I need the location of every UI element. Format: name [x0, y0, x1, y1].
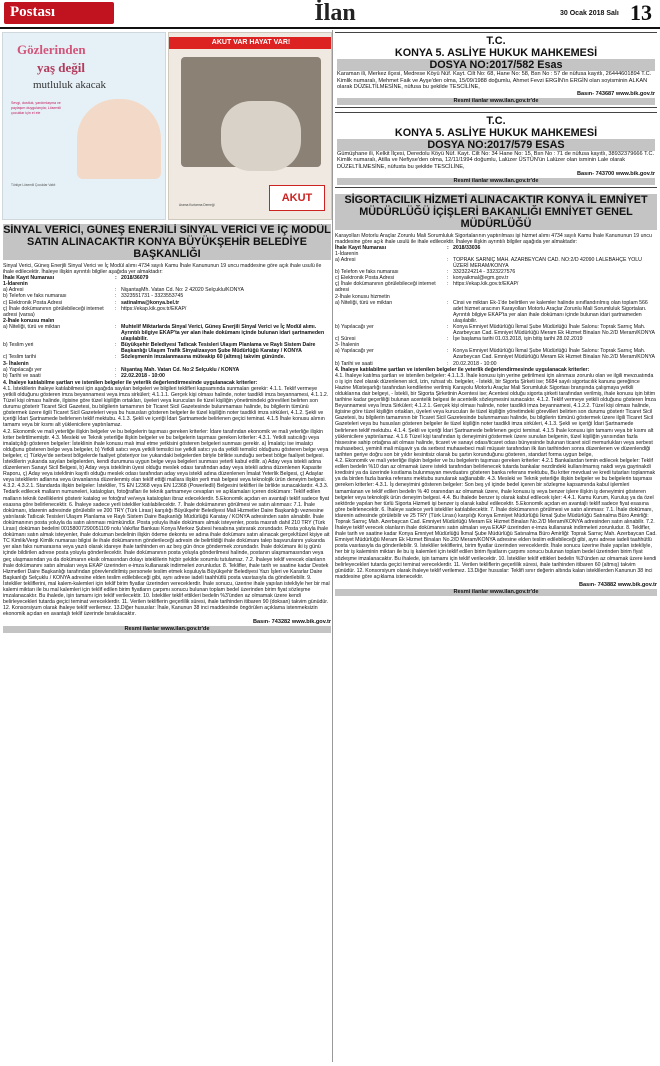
insurance-konu-rows: a) Niteliği, türü ve miktarı : Cinsi ve miktarı Ek-1'de belirtilen ve kalemler halinde sınıflandırılmış olan toplam 566 adet hizmet aracının Karayolları Motorlu Araçlar Zorunlu Mali Sorumluluk Sigortaları. Ayrıntılı bilgiye EKAP'ta yer alan ihale dokümanı içinde bulunan idari şartnameden ulaşılabilir. b) Yapılacağı yer : Konya Emniyet Müdürlüğü İkmal Şube Müdürlüğü İhale Salonu: Toprak Sarnıç Mah. Azarbeycan Cad. Emniyet Müdürlüğü Meram Ek Hizmet Binaları No.2/D Meram/KONYA c) Süresi : İşe başlama tarihi 01.03.2018, işin bitiş tarihi 28.02.2019: [335, 299, 655, 343]
signal-tender-notice: [3, 224, 331, 1062]
case2-tc: T.C.: [486, 114, 506, 127]
case2-resmi: Resmi ilanlar www.ilan.gov.tr'de: [337, 178, 655, 185]
insurance-konu-heading: 2-İhale konusu hizmetin: [335, 293, 390, 300]
case2-court: KONYA 5. ASLİYE HUKUK MAHKEMESİ: [394, 126, 598, 139]
idare-rows: a) Adresi : NişantaşMh. Vatan Cd. No: 2 42020 Selçuklu/KONYA b) Telefon ve faks numarası : 3323551731 - 3323553745 c) Elektronik Posta Adresi : satinalma@konya.bel.tr ç) İhale dokümanının görülebileceği internet adresi (varsa) : https://ekap.kik.gov.tr/EKAP/: [3, 287, 244, 318]
case1-tc: T.C.: [486, 35, 506, 47]
column-divider: [332, 30, 333, 1062]
leukemia-charity-ad: [2, 32, 166, 220]
right-column: [335, 32, 657, 1062]
ihale-heading: 3- İhalenin: [3, 360, 29, 367]
insurance-title: SİGORTACILIK HİZMETİ ALINACAKTIR KONYA İL EMNİYET MÜDÜRLÜĞÜ İÇİŞLERİ BAKANLIĞI EMNİYET GENEL MÜDÜRLÜĞÜ: [335, 194, 657, 230]
ad1-footer: Türkiye Lösemili Çocuklar Vakfı: [11, 183, 56, 187]
header-rule: [0, 27, 660, 29]
insurance-ihale-heading: 3- İhalenin: [335, 342, 360, 349]
criteria-body-2: 4.2. Ekonomik ve mali yeterliğe ilişkin belgeler ve bu belgelerin taşıması gereken kriterler: İdare tarafından ekonomik ve mali yeterliğe ilişkin kriter belirtilmemiştir. 4.3. Mesleki ve Teknik yeterliğe ilişkin belgeler ve bu belgelerin taşıması gereken kriterler: 4.3.1. Yetkili satıcılığı veya imalatçılığı gösteren belgeler: İsteklinin ihale konusu malı imal etme yetkisini gösteren belgeleri sunması gerekir. a) İmalatçı ise imalatçı olduğunu gösteren belge veya belgeler, b) Yetkili satıcı veya yetkili temsilci ise yetkili satıcı ya da yetkili temsilci olduğunu gösteren belge veya belgeler, c) Türkiye'de serbest bölgelerde faaliyet gösteriyor ise yukarıdaki belgelerden biriyle birlikte sunduğu serbest bölge faaliyet belgesi. İsteklilerin yukarıda sayılan belgelerden, kendi durumuna uygun belge veya belgeleri sunması yeterli kabul edilir. a) Aday veya istekli adına düzenlenen Sanayi Sicil Belgesi, b) Aday veya isteklinin üyesi olduğu meslek odası tarafından aday veya istekli adına düzenlenen Kapasite Raporu, ç) Aday veya isteklinin kayıtlı olduğu meslek odası tarafından aday veya istekli adına düzenlenen İmalat Yeterlik Belgesi, ç) Adaylar veya isteklilerin adlarına veya ünvanlarına düzenlenmiş olan teklif ettiği mallara ilişkin yerli malı belgesi veya teknolojik ürün deneyim belgesi. 4.3.2. 4.3.2.1. Standarda ilişkin belgeler: İstekliler, TS EN 12368 veya EN 12368 (Powerledli) Belgesini teklifleri ile birlikte sunacaklardır. 4.3.3. Tedarik edilecek malların numuneleri, katalogları, fotoğrafları ile teknik şartnameye cevapları ve açıklamaları içeren dokümanı: Teklif edilen malların teknik özelliklerini gösterir katalog ve fotoğraf ve/veya katalogları ibraz edeceklerdir. 5.Ekonomik açıdan en avantajlı teklif sadece fiyat esasına göre belirlenecektir. 6. İhaleye sadece yerli istekliler katılabilecektir. 7. İhale dokümanının görülmesi ve satın alınması: 7.1. İhale dokümanı, idarenin adresinde görülebilir ve 200 TRY (Türk Lirası) karşılığı Büyükşehir Belediyesi Mali Hizmetler Daire Başkanlığı veznesine yatırılarak Tatlıcak Tesisleri Ulaşım Planlama ve Raylı Sistem Daire Başkanlığı Müdürlüğü Karatay / KONYA adresinden satın alınabilir. İhale dokümanının posta yoluyla da satın alınması mümkündür. Posta yoluyla ihale dokümanı almak isteyenler, posta masrafı dahil 210 TRY (Türk Lirası) doküman bedelini 00158007290051109 nolu Vakıflar Bankası Konya Merkez Şubesi hesabına yatırarak zorundadır. Posta yoluyla ihale dokümanı satın almak isteyenler, ihale dokuman bedelinin ilişkin ödeme dekontu ve adına ihale dokümanı satın alınacak gerçek/tüzel kişiye ait TC Kimlik/Vergi Kimlik numarası bilgisi ile ihale dokümanının gönderileceği adresin de belirtildiği ihale dokümanı talep başvurularını yukarıda yer alan faks numarasına veya yazılı olarak idareye ihale tarihinden en az beş gün önce göndermek zorundadır. İhale dokümanı iki iş günü içinde bildirilen adrese posta yoluyla gönderilecektir. İhale dokümanının posta yoluyla gönderilmesi halinde, postanın ulaşmamasından veya geç ulaşmasından ya da dokümanın eksik olmasından dolayı isteklilerin hiçbir şekilde sorumlu tutulamaz. 7.2. İhaleye teklif verecek olanların ihale dokümanını satın almaları veya EKAP üzerinden e-imza kullanarak indirmeleri zorunludur. 8. Teklifler, ihale tarih ve saatine kadar Destek Hizmetleri Daire Başkanlığı tarafından görevlendirilmiş personele teslim etmek koşuluyla Büyükşehir Belediyesi Yazı İşleri ve Kararlar Daire Başkanlığı Selçuklu / KONYA adresine elden teslim edilebileceği gibi, aynı adrese iadeli taahhütlü posta vasıtasıyla da gönderilebilir. 9. İstekliler tekliflerini, mal kalem-kalemleri için teklif birim fiyatlar üzerinden vereceklerdir. İhale sonucu, üzerine ihale yapılan istekliyle her bir mal kalemi miktarı ile bu mal kalemleri için teklif edilen birim fiyatların çarpımı sonucu bulunan toplam bedel üzerinden birim fiyat sözleşme imzalanacaktır. Bu ihalede, işin tamamı için teklif verilecektir. 10. İstekliler teklif ettikleri bedelin %3'ünden az olmamak üzere kendi belirleyecekleri tutarda geçici teminat vereceklerdir. 11. Verilen tekliflerin geçerlilik süresi, ihale tarihinden itibaren 90 (doksan) takvim günüdür. 12. Konsorsiyum olarak ihaleye teklif verilemez. 13.Diğer hususlar: İhale, Kanunun 38 inci maddesinde öngörülen açıklama istenmeksizin ekonomik açıdan en avantajlı teklif üzerinde bırakılacaktır.: [3, 428, 330, 618]
insurance-intro: Karayolları Motorlu Araçlar Zorunlu Mali Sorumluluk Sigortalarının yaptırılması işi hizmet alımı 4734 sayılı Kamu İhale Kanununun 19 uncu maddesine göre açık ihale usulü ile ihale edilecektir. İhaleye ilişkin ayrıntılı bilgiler aşağıda yer almaktadır:: [335, 232, 652, 245]
child-photo: [77, 99, 161, 179]
case1-basin: Basın- 743687 www.bik.gov.tr: [576, 90, 655, 97]
case1-text: Karaman ili, Merkez ilçesi, Medrese Köyü Nüf. Kayt. Cilt No: 68, Hane No: 58, Bsn No : 57 de nüfusa kayıtlı, 26444601894 T.C. Kimlik numaralı, Mehmet Faik ve Ayşe'den olma, 15/09/1988 doğumlu, Ahmet Fevzi ERGİN'in ERGİN olan soyisminin ALKAN olarak DÜZELTİLMESİNE, nüfusa bu şekilde TESCİLİNE,: [337, 71, 652, 91]
ikn-row: İhale Kayıt Numarası : 2018/36079: [3, 275, 149, 282]
section-title: İlan: [314, 0, 356, 26]
case2-basin: Basın- 743700 www.bik.gov.tr: [576, 170, 655, 177]
ad2-footer: Arama Kurtarma Derneği: [179, 203, 215, 207]
insurance-ihale-rows: a) Yapılacağı yer : Konya Emniyet Müdürlüğü İkmal Şube Müdürlüğü İhale Salonu: Toprak Sarnıç Mah. Azarbeycan Cad. Emniyet Müdürlüğü Meram Ek Hizmet Binaları No.2/D Meram/KONYA b) Tarihi ve saati : 20.02.2018 - 10:00: [335, 348, 655, 367]
akut-logo: AKUT: [269, 185, 325, 211]
insurance-idare-rows: a) Adresi : TOPRAK SARNIÇ MAH. AZARBEYCAN CAD. NO:2/D 42090 LALEBAHÇE YOLU ÜZERİ MERAM/KONYA b) Telefon ve faks numarası : 3323224214 - 3323227576 c) Elektronik Posta Adresi : konyaikmal@egm.gov.tr ç) İhale dokümanının görülebileceği internet adresi : https://ekap.kik.gov.tr/EKAP/: [335, 256, 642, 294]
tender-intro: Sinyal Verici, Güneş Enerjili Sinyal Verici ve İç Modül alımı 4734 sayılı Kamu İhale Kanununun 19 uncu maddesine göre açık ihale usulü ile ihale edilecektir. İhaleye ilişkin ayrıntılı bilgiler aşağıda yer almaktadır:: [3, 263, 322, 276]
case2-file: DOSYA NO:2017/579 ESAS: [337, 139, 655, 151]
issue-date: 30 Ocak 2018 Salı: [560, 10, 619, 17]
insurance-basin: Basın- 743882 www.bik.gov.tr: [578, 581, 657, 588]
idare-heading: 1-İdarenin: [3, 281, 28, 288]
insurance-tender-notice: [335, 194, 657, 596]
case1-file: DOSYA NO:2017/582 Esas: [337, 59, 655, 71]
ad1-headline-2: yaş değil: [37, 60, 86, 75]
insurance-criteria-heading: 4. İhaleye katılabilme şartları ve istenilen belgeler ile yeterlik değerlendirmesinde uygulanacak kriterler:: [335, 366, 590, 373]
insurance-criteria-body-2: 4.2. Ekonomik ve mali yeterliğe ilişkin belgeler ve bu belgelerin taşıması gereken kriterler: 4.2.1 Bankalardan temin edilecek belgeler: Teklif edilen bedelin %10 dan az olmamak üzere istekli tarafından belirlenecek tutarda bankalar nezdindeki kullanılmamış nakdi veya gayrinakdi kredisini ya da üzerinde kısıtlama bulunmayan mevduatını gösteren banka referans mektubu, Bu kriter mevduat ve kredi tutarları toplanmak ya da birden fazla banka referans mektubu sunularak sağlanabilir. 4.3. Mesleki ve Teknik yeterliğe ilişkin belgeler ve bu belgelerin taşıması gereken kriterler: 4.3.1. İş deneyimini gösteren belgeler: Son beş yıl içinde bedel içeren bir sözleşme kapsamında kabul işlemleri tamamlanan ve teklif edilen bedelin % 40 oranından az olmamak üzere, ihale konusu iş veya benzer işlere ilişkin iş deneyimini gösteren belgeler veya teknolojik ürün deneyim belgesi. 4.4. Bu ihalede benzer iş olarak kabul edilecek işler: 4.4.1. Kamu Kurum, Kuruluş ya da özel sektörde yapılan her türlü Sigorta Hizmeti işi benzer iş olarak kabul edilecektir. 5.Ekonomik açıdan en avantajlı teklif sadece fiyat esasına göre belirlenecektir. 6. İhaleye sadece yerli istekliler katılabilecektir. 7. İhale dokümanının görülmesi ve satın alınması: 7.1. İhale dokümanı, idarenin adresinde görülebilir ve 25 TRY (Türk Lirası) karşılığı Konya Emniyet Müdürlüğü İkmal Şube Müdürlüğü Satınalma Büro Amirliği: Toprak Sarnıç Mah. Azerbaycan Cad. Emniyet Müdürlüğü Meram Ek Hizmet Binaları No.2/D Meram/KONYA adresinden satın alınabilir. 7.2. İhaleye teklif verecek olanların ihale dokümanını satın almaları veya EKAP üzerinden e-imza kullanarak indirmeleri zorunludur. 8. Teklifler, ihale tarih ve saatine kadar Konya Emniyet Müdürlüğü İkmal Şube Müdürlüğü Satınalma Büro Amirliği: Toprak Sarnıç Mah. Azerbaycan Cad. Emniyet Müdürlüğü Meram Ek Hizmet Binaları No.2/D Meram/KONYA adresine elden teslim edilebileceği gibi, aynı adrese iadeli taahhütlü posta vasıtasıyla da gönderilebilir. 9. İstekliler tekliflerini, birim fiyatlar üzerinden vereceklerdir. İhale sonucu üzerine ihale yapılan istekliyle, her bir iş kaleminin miktarı ile bu iş kalemleri için teklif edilen birim fiyatların çarpımı sonucu bulunan toplam bedel üzerinden birim fiyat sözleşme imzalanacaktır. Bu ihalede, işin tamamı için teklif verilecektir. 10. İstekliler teklif ettikleri bedelin %3'ünden az olmamak üzere kendi belirleyecekleri tutarda geçici teminat vereceklerdir. 11. Verilen tekliflerin geçerlilik süresi, ihale tarihinden itibaren 60 (altmış) takvim günüdür. 12. Konsorsiyum olarak ihaleye teklif verilemez. 13.Diğer hususlar: Teklifi sınır değerin altında kalan isteklilerden Kanunun 38 inci maddesine göre açıklama istenecektir.: [335, 458, 657, 580]
newspaper-logo: Postası: [4, 2, 114, 24]
left-resmi: Resmi ilanlar www.ilan.gov.tr'de: [3, 626, 331, 633]
konu-rows: a) Niteliği, türü ve miktarı : Muhtelif Miktarlarda Sinyal Verici, Güneş Enerjili Sinyal Verici ve İç Modül alımı. Ayrıntılı bilgiye EKAP'ta yer alan ihale dokümanı içinde bulunan idari şartnameden ulaşılabilir. b) Teslim yeri : Büyükşehir Belediyesi Tatlıcak Tesisleri Ulaşım Planlama ve Raylı Sistem Daire Başkanlığı Ulaşım Trafik Sinyalizasyon Şube Müdürlüğü Karatay / KONYA c) Teslim tarihi : Sözleşmenin imzalanmasına müteakip 60 (altmış) takvim gününde.: [3, 323, 325, 361]
insurance-idare-heading: 1-İdarenin: [335, 250, 359, 257]
case2-text: Gümüşhane ili, Kelkit İlçesi, Deredolu Köyü Nüf. Kayt. Cilt No: 34 Hane No: 15, Bsn No : 71 de nüfusa kayıtlı, 38932379666 T.C. Kimlik numaralı, Atilla ve Nefiyse'den olma, 12/11/1994 doğumlu, Lalüzer ÜSTÜN'ün Lalüzer olan isminin Lale olarak DÜZELTİLMESİNE, nüfusta bu şekilde TESCİLİNE,: [337, 150, 655, 170]
case1-resmi: Resmi ilanlar www.ilan.gov.tr'de: [337, 98, 655, 105]
court-notice-1: [335, 32, 657, 108]
ad1-headline-3: mutluluk akacak: [33, 79, 107, 91]
page-number: 13: [630, 0, 652, 25]
ihale-rows: a) Yapılacağı yer : Nişantaş Mah. Vatan Cd. No:2 Selçuklu / KONYA b) Tarihi ve saati : 22.02.2018 - 10:00: [3, 366, 240, 379]
akut-ad: [168, 32, 332, 220]
left-basin: Basın- 743282 www.bik.gov.tr: [252, 619, 331, 626]
insurance-criteria-body-1: 4.1. İhaleye katılma şartları ve istenilen belgeler: 4.1.1.3. İhale konusu işin yerine getirilmesi için alınması zorunlu olan ve ilgili mevzuatında o iş için özel olarak düzenlenen sicil, izin, ruhsat vb. belgeler, - İstekli, bir Sigorta Şirketi ise; 5684 sayılı sigortacılık kanunu gereğince Hazine Müsteşarlığı tarafından kendilerine verilmiş Karayolu Motorlu Araçlar Mali Sorumluluk Sigortası branşında çalışmaya yetkili olduklarına dair belgeyi, - İstekli, bir Sigorta Şirketinin Acentesi ise; Acentesi olduğu sigorta şirketi tarafından verilmiş, ihale konusu işin bitim tarihine kadar geçerliliği bulunan acentelik belgesi ile acentelik sözleşmesini sunacaktır. 4.1.2. Teklif vermeye yetkili olduğunu gösteren İmza Beyannamesi veya İmza Sirküleri; 4.1.2.1. Gerçek kişi olması halinde, noter tasdikli imza beyannamesi, 4.1.2.2. Tüzel kişi olması halinde, ilgisine göre tüzel kişiliğin ortakları, üyeleri veya kurucuları ile tüzel kişiliğin yönetimdeki görevlileri belirten son durumu gösterir Ticaret Sicil Gazetesi, bu bilgilerin tamamının bir Ticaret Sicil Gazetesinde bulunmaması halinde, bu bilgilerin tümünü göstermek üzere ilgili Ticaret Sicil Gazeteleri veya bu hususları gösteren belgeler ile tüzel kişiliğin noter tasdikli imza sirküleri, 4.1.3. Şekli ve içeriği İdari Şartnamede belirlenen teklif mektubu. 4.1.4. Şekli ve içeriği İdari Şartnamede belirlenen geçici teminat. 4.1.5 İhale konusu işin tamamı veya bir kısmı alt yüklenicilere yaptırılamaz. 4.1.6 Tüzel kişi tarafından iş deneyimini göstermek üzere sunulan belgenin, tüzel kişiliğin yarısından fazla hissesine sahip ortağına ait olması halinde, ticaret ve sanayi odası/ticaret odası bünyesinde bulunan ticaret sicil memurlukları veya serbest muhasebeci, yeminli mali müşavir ya da serbest muhasebeci mali müşavir tarafından ilk ilan tarihinden sonra düzenlenen ve düzenlendiği tarihten geriye doğru son bir yıldır kesintisiz olarak bu şartın korunduğunu gösteren, standart forma uygun belge,: [335, 372, 656, 458]
rescue-photo: [181, 57, 321, 167]
criteria-heading: 4. İhaleye katılabilme şartları ve istenilen belgeler ile yeterlik değerlendirmesinde uygulanacak kriterler:: [3, 379, 258, 386]
insurance-resmi: Resmi ilanlar www.ilan.gov.tr'de: [335, 589, 657, 596]
ad1-body: Sevgi, dostluk, yardımlaşma ve paylaşım duygularıyla; Lösemili çocuklar için el ele: [11, 101, 61, 115]
criteria-body-1: 4.1. İsteklilerin ihaleye katılabilmesi için aşağıda sayılan belgeleri ve bilgileri teklifleri kapsamında sunmaları gerekir: 4.1.1. Teklif vermeye yetkili olduğunu gösteren imza beyannamesi veya imza sirküleri; 4.1.1.1. Gerçek kişi olması halinde, noter tasdikli imza beyannamesi, 4.1.1.2. Tüzel kişi olması halinde, ilgisine göre tüzel kişiliğin ortakları, üyeleri veya kurucuları ile tüzel kişiliğin yönetimindeki görevlileri belirten son durumu gösterir Ticaret Sicil Gazetesi, bu bilgilerin tamamının bir Ticaret Sicil Gazetesinde bulunmaması halinde, bu bilgilerin tümünü göstermek üzere ilgili Ticaret Sicil Gazeteleri veya bu hususları gösteren belgeler ile tüzel kişiliğin noter tasdikli imza sirküleri, 4.1.2. Şekli ve içeriği İdari Şartnamede belirlenen teklif mektubu. 4.1.3. Şekli ve içeriği İdari Şartnamede belirlenen geçici teminat. 4.1.5 İhale konusu alımın tamamı veya bir kısmı alt yüklenicilere yaptırılamaz.: [3, 385, 329, 429]
konu-heading: 2-İhale konusu malın: [3, 317, 55, 324]
court-notice-2: [335, 112, 657, 188]
ad2-banner: AKUT VAR HAYAT VAR!: [169, 37, 332, 49]
ad1-headline-1: Gözlerinden: [17, 42, 86, 57]
insurance-ikn-row: İhale Kayıt Numarası : 2018/33036: [335, 244, 481, 251]
tender-title: SİNYAL VERİCİ, GÜNEŞ ENERJİLİ SİNYAL VERİCİ VE İÇ MODÜL SATIN ALINACAKTIR KONYA BÜYÜKŞEHİR BELEDİYE BAŞKANLIĞI: [3, 224, 331, 260]
case1-court: KONYA 5. ASLİYE HUKUK MAHKEMESİ: [394, 47, 598, 59]
